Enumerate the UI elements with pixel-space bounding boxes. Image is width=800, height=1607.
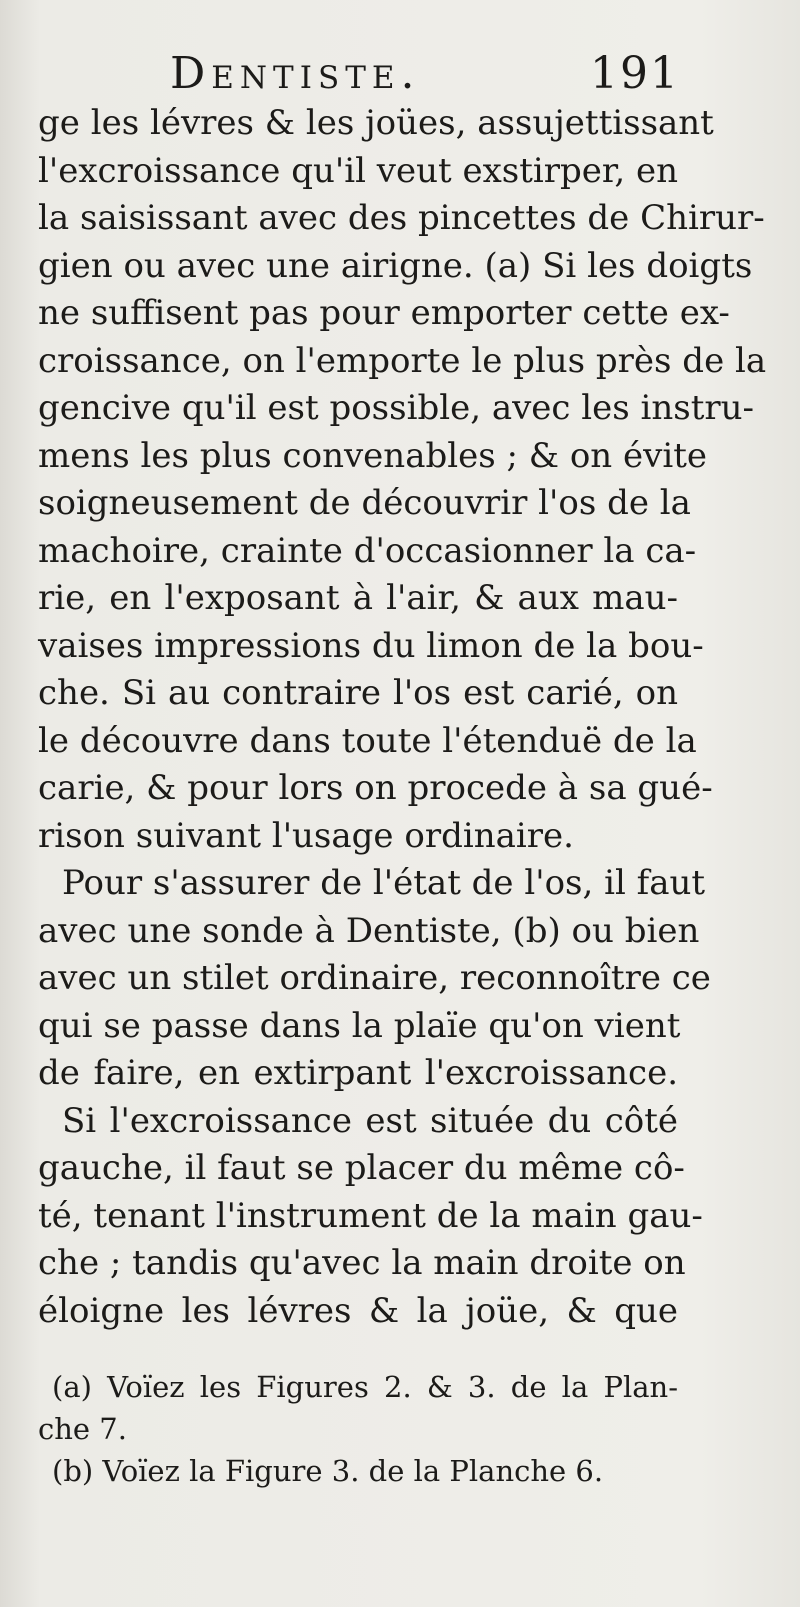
text-line: la saisissant avec des pincettes de Chirur- <box>38 198 765 238</box>
text-line: che ; tandis qu'avec la main droite on <box>38 1243 686 1283</box>
text-line: gien ou avec une airigne. (a) Si les doigts <box>38 245 753 286</box>
text-line: croissance, on l'emporte le plus près de la <box>38 340 767 381</box>
footnote-line: (b) Voïez la Figure 3. de la Planche 6. <box>52 1454 604 1488</box>
text-line: mens les plus convenables ; & on évite <box>38 435 707 476</box>
footnotes <box>38 1366 678 1492</box>
text-line: l'excroissance qu'il veut exstirper, en <box>38 150 679 191</box>
text-line: gauche, il faut se placer du même cô- <box>38 1148 685 1188</box>
text-line: Si l'excroissance est située du côté <box>62 1100 678 1141</box>
text-line: machoire, crainte d'occasionner la ca- <box>38 530 697 571</box>
text-line: éloigne les lévres & la joüe, & que <box>38 1290 678 1331</box>
page-header <box>170 48 680 108</box>
text-line: avec un stilet ordinaire, reconnoître ce <box>38 958 711 998</box>
text-line: qui se passe dans la plaïe qu'on vient <box>38 1005 681 1046</box>
footnote-line: (a) Voïez les Figures 2. & 3. de la Plan- <box>52 1370 678 1404</box>
body-text <box>38 100 767 1335</box>
text-line: ne suffisent pas pour emporter cette ex- <box>38 293 730 333</box>
text-line: rison suivant l'usage ordinaire. <box>38 815 574 856</box>
text-line: carie, & pour lors on procede à sa gué- <box>38 768 713 808</box>
footnote-line: che 7. <box>38 1412 127 1446</box>
text-line: che. Si au contraire l'os est carié, on <box>38 673 678 713</box>
text-line: soigneusement de découvrir l'os de la <box>38 483 691 523</box>
text-line: rie, en l'exposant à l'air, & aux mau- <box>38 578 678 618</box>
text-line: vaises impressions du limon de la bou- <box>38 625 704 666</box>
text-line: de faire, en extirpant l'excroissance. <box>38 1053 678 1093</box>
text-line: té, tenant l'instrument de la main gau- <box>38 1195 703 1236</box>
text-line: Pour s'assurer de l'état de l'os, il faut <box>62 863 706 903</box>
running-title: Dentiste. <box>170 48 421 99</box>
page-number: 191 <box>590 48 680 99</box>
text-line: ge les lévres & les joües, assujettissant <box>38 103 714 143</box>
text-line: avec une sonde à Dentiste, (b) ou bien <box>38 910 700 951</box>
text-line: gencive qu'il est possible, avec les instru- <box>38 388 755 428</box>
text-line: le découvre dans toute l'étenduë de la <box>38 720 697 761</box>
